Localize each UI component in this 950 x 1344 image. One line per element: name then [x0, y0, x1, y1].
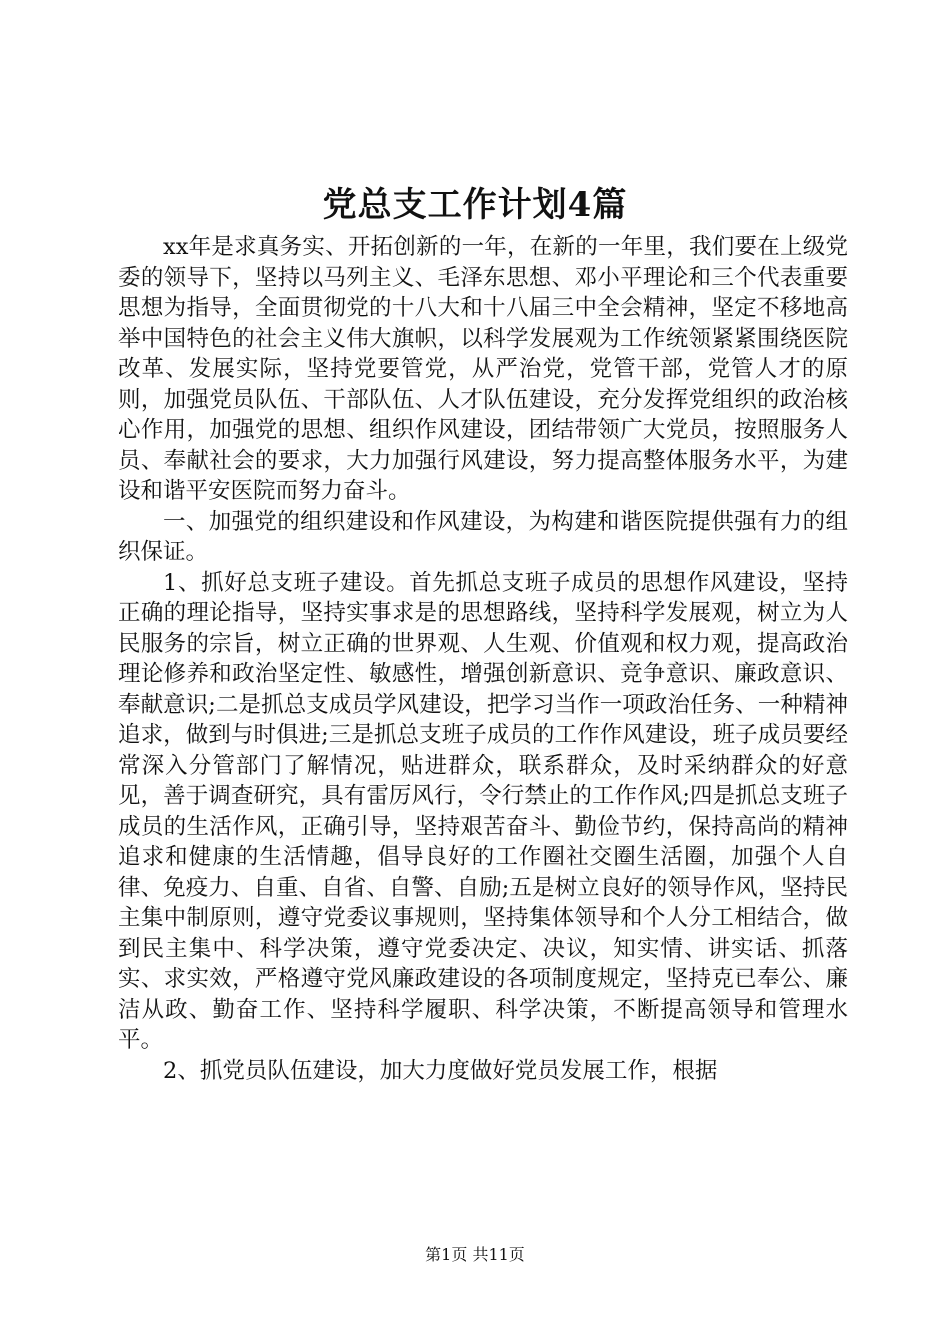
paragraph-section-1-heading: 一、加强党的组织建设和作风建设，为构建和谐医院提供强有力的组织保证。 — [118, 508, 848, 565]
page-number-footer: 第1页 共11页 — [425, 1245, 525, 1264]
document-title: 党总支工作计划4篇 — [322, 184, 628, 225]
paragraph-item-2: 2、抓党员队伍建设，加大力度做好党员发展工作，根据 — [163, 1057, 718, 1084]
document-body — [118, 232, 848, 1086]
paragraph-intro: xx年是求真务实、开拓创新的一年，在新的一年里，我们要在上级党委的领导下，坚持以马列主义、毛泽东思想、邓小平理论和三个代表重要思想为指导，全面贯彻党的十八大和十八届三中全会精神，坚定不移地高举中国特色的社会主义伟大旗帜，以科学发展观为工作统领紧紧围绕医院改革、发展实际，坚持党要管党，从严治党，党管干部，党管人才的原则，加强党员队伍、干部队伍、人才队伍建设，充分发挥党组织的政治核心作用，加强党的思想、组织作风建设，团结带领广大党员，按照服务人员、奉献社会的要求，大力加强行风建设，努力提高整体服务水平，为建设和谐平安医院而努力奋斗。 — [118, 234, 848, 504]
paragraph-item-1: 1、抓好总支班子建设。首先抓总支班子成员的思想作风建设，坚持正确的理论指导，坚持实事求是的思想路线，坚持科学发展观，树立为人民服务的宗旨，树立正确的世界观、人生观、价值观和权力观，提高政治理论修养和政治坚定性、敏感性，增强创新意识、竞争意识、廉政意识、奉献意识;二是抓总支成员学风建设，把学习当作一项政治任务、一种精神追求，做到与时俱进;三是抓总支班子成员的工作作风建设，班子成员要经常深入分管部门了解情况，贴进群众，联系群众，及时采纳群众的好意见，善于调查研究，具有雷厉风行，令行禁止的工作作风;四是抓总支班子成员的生活作风，正确引导，坚持艰苦奋斗、勤俭节约，保持高尚的精神追求和健康的生活情趣，倡导良好的工作圈社交圈生活圈，加强个人自律、免疫力、自重、自省、自警、自励;五是树立良好的领导作风，坚持民主集中制原则，遵守党委议事规则，坚持集体领导和个人分工相结合，做到民主集中、科学决策，遵守党委决定、决议，知实情、讲实话、抓落实、求实效，严格遵守党风廉政建设的各项制度规定，坚持克已奉公、廉洁从政、勤奋工作、坚持科学履职、科学决策，不断提高领导和管理水平。 — [118, 569, 848, 1053]
